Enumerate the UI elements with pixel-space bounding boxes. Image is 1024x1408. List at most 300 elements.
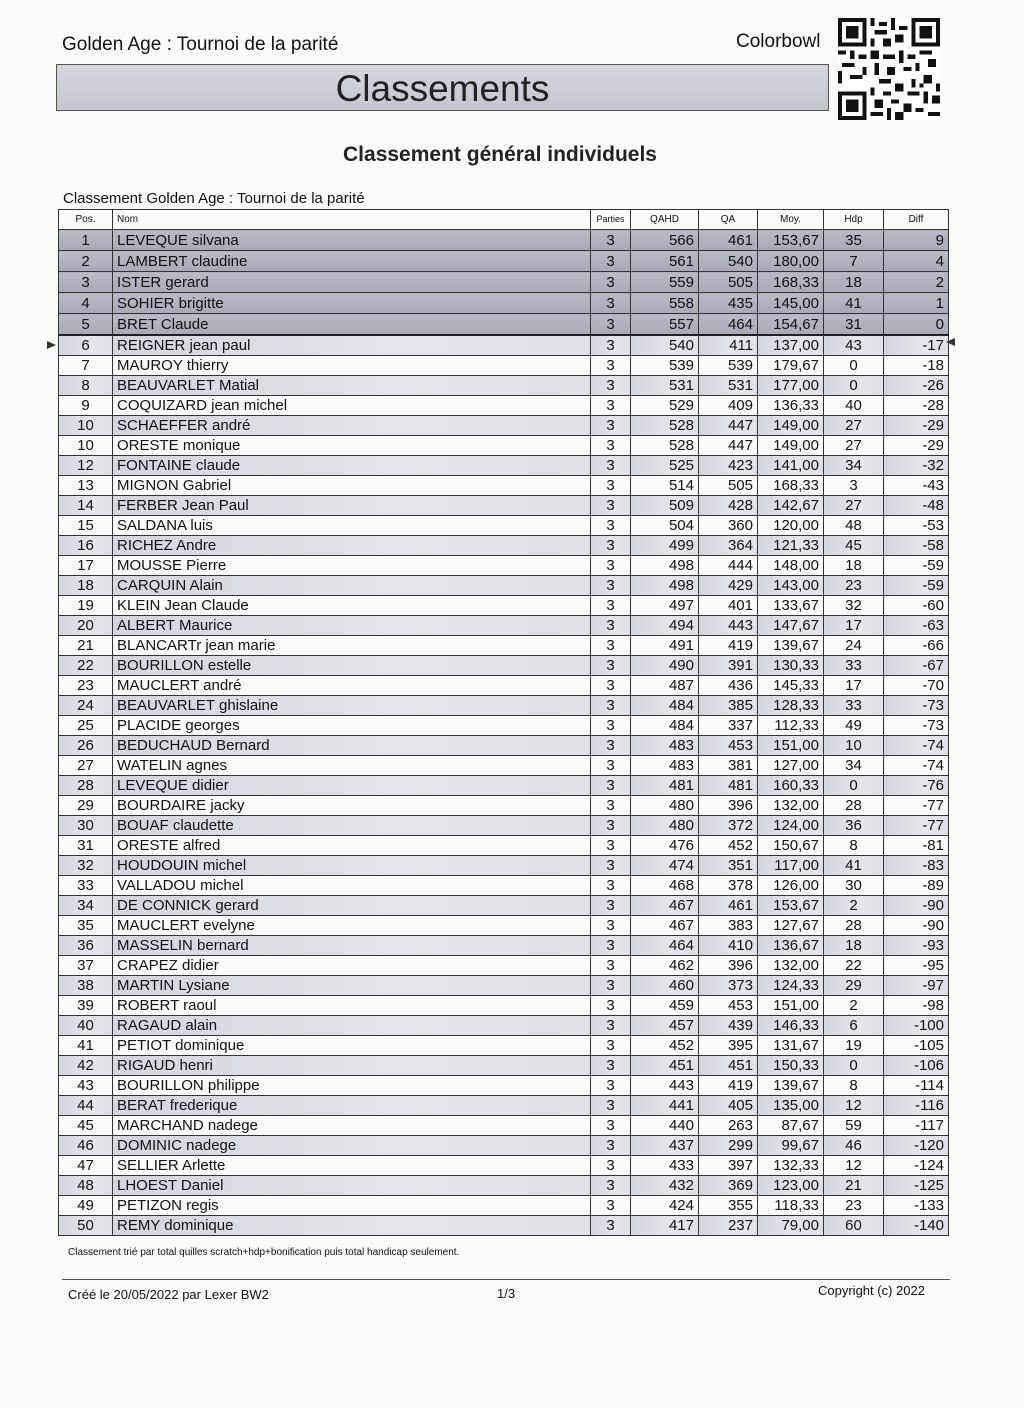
cell-name: BLANCARTr jean marie: [113, 636, 591, 656]
cell-qahd: 443: [631, 1076, 699, 1096]
cell-hdp: 17: [824, 616, 884, 636]
cell-moy: 168,33: [758, 476, 824, 496]
cell-name: BEAUVARLET ghislaine: [113, 696, 591, 716]
table-row: [59, 516, 949, 536]
cell-name: REIGNER jean paul: [113, 335, 591, 356]
cell-qahd: 481: [631, 776, 699, 796]
cell-qa: 464: [699, 314, 758, 336]
cell-qa: 396: [699, 956, 758, 976]
table-row: [59, 1116, 949, 1136]
cell-pos: 32: [59, 856, 113, 876]
table-row: [59, 696, 949, 716]
table-row: [59, 251, 949, 272]
cell-diff: -73: [884, 716, 949, 736]
cell-diff: -93: [884, 936, 949, 956]
cell-hdp: 59: [824, 1116, 884, 1136]
table-row: [59, 956, 949, 976]
cell-name: MAUCLERT andré: [113, 676, 591, 696]
cell-pos: 42: [59, 1056, 113, 1076]
cell-pos: 20: [59, 616, 113, 636]
cell-diff: 2: [884, 272, 949, 293]
table-row: [59, 536, 949, 556]
table-row: [59, 436, 949, 456]
cell-name: PLACIDE georges: [113, 716, 591, 736]
cell-qa: 439: [699, 1016, 758, 1036]
cell-qa: 372: [699, 816, 758, 836]
table-row: [59, 1196, 949, 1216]
table-caption: Classement Golden Age : Tournoi de la parité: [63, 190, 365, 207]
cell-qahd: 417: [631, 1216, 699, 1236]
cell-parties: 3: [591, 776, 631, 796]
table-row: [59, 876, 949, 896]
cell-diff: -17: [884, 335, 949, 356]
cell-qa: 531: [699, 376, 758, 396]
cell-moy: 180,00: [758, 251, 824, 272]
cell-qahd: 497: [631, 596, 699, 616]
cell-moy: 120,00: [758, 516, 824, 536]
page-banner: [56, 64, 829, 111]
cell-qahd: 566: [631, 230, 699, 251]
col-header-hdp: Hdp: [824, 210, 884, 230]
table-row: [59, 293, 949, 314]
cell-name: MAUCLERT evelyne: [113, 916, 591, 936]
cell-parties: 3: [591, 896, 631, 916]
table-row: [59, 896, 949, 916]
cell-moy: 127,67: [758, 916, 824, 936]
cell-qahd: 451: [631, 1056, 699, 1076]
table-row: [59, 1176, 949, 1196]
cell-pos: 27: [59, 756, 113, 776]
cell-hdp: 0: [824, 356, 884, 376]
cell-qahd: 491: [631, 636, 699, 656]
cell-pos: 37: [59, 956, 113, 976]
cell-parties: 3: [591, 616, 631, 636]
cell-qa: 436: [699, 676, 758, 696]
cell-pos: 26: [59, 736, 113, 756]
cell-hdp: 0: [824, 776, 884, 796]
cell-moy: 79,00: [758, 1216, 824, 1236]
cell-qahd: 437: [631, 1136, 699, 1156]
cell-moy: 139,67: [758, 636, 824, 656]
cell-diff: 1: [884, 293, 949, 314]
cell-diff: -77: [884, 796, 949, 816]
table-row: [59, 335, 949, 356]
cell-parties: 3: [591, 496, 631, 516]
cell-diff: -74: [884, 756, 949, 776]
cell-diff: -98: [884, 996, 949, 1016]
cell-name: MARCHAND nadege: [113, 1116, 591, 1136]
cell-name: CARQUIN Alain: [113, 576, 591, 596]
cell-parties: 3: [591, 576, 631, 596]
cell-qahd: 464: [631, 936, 699, 956]
page-subtitle: Classement général individuels: [343, 143, 657, 166]
cell-parties: 3: [591, 376, 631, 396]
cell-parties: 3: [591, 436, 631, 456]
cell-diff: -89: [884, 876, 949, 896]
cell-moy: 143,00: [758, 576, 824, 596]
cell-name: ORESTE alfred: [113, 836, 591, 856]
cell-parties: 3: [591, 996, 631, 1016]
cell-diff: -29: [884, 436, 949, 456]
cell-hdp: 28: [824, 916, 884, 936]
event-title: Golden Age : Tournoi de la parité: [62, 34, 339, 55]
cell-parties: 3: [591, 314, 631, 336]
cell-qahd: 484: [631, 716, 699, 736]
cell-qa: 409: [699, 396, 758, 416]
cell-qahd: 504: [631, 516, 699, 536]
table-row: [59, 596, 949, 616]
cell-qa: 364: [699, 536, 758, 556]
table-row: [59, 476, 949, 496]
cell-parties: 3: [591, 1196, 631, 1216]
cell-diff: -32: [884, 456, 949, 476]
cell-qa: 423: [699, 456, 758, 476]
cell-hdp: 43: [824, 335, 884, 356]
cell-qahd: 467: [631, 916, 699, 936]
cell-diff: -140: [884, 1216, 949, 1236]
cell-qa: 540: [699, 251, 758, 272]
cell-hdp: 27: [824, 436, 884, 456]
cell-hdp: 8: [824, 836, 884, 856]
cutoff-marker-right: [946, 338, 955, 346]
cell-moy: 124,33: [758, 976, 824, 996]
cell-qahd: 441: [631, 1096, 699, 1116]
cutoff-marker-left: [47, 341, 56, 349]
cell-qahd: 525: [631, 456, 699, 476]
cell-qa: 355: [699, 1196, 758, 1216]
cell-qahd: 531: [631, 376, 699, 396]
cell-hdp: 27: [824, 496, 884, 516]
cell-moy: 137,00: [758, 335, 824, 356]
cell-moy: 131,67: [758, 1036, 824, 1056]
venue-name: Colorbowl: [736, 31, 821, 52]
cell-hdp: 33: [824, 696, 884, 716]
cell-moy: 99,67: [758, 1136, 824, 1156]
cell-qahd: 498: [631, 576, 699, 596]
table-row: [59, 1216, 949, 1236]
cell-diff: -90: [884, 896, 949, 916]
cell-hdp: 28: [824, 796, 884, 816]
cell-hdp: 17: [824, 676, 884, 696]
footer-page-number: 1/3: [497, 1286, 516, 1301]
cell-parties: 3: [591, 756, 631, 776]
cell-qahd: 558: [631, 293, 699, 314]
cell-diff: -125: [884, 1176, 949, 1196]
cell-qa: 453: [699, 736, 758, 756]
cell-qa: 360: [699, 516, 758, 536]
cell-hdp: 33: [824, 656, 884, 676]
cell-pos: 50: [59, 1216, 113, 1236]
cell-hdp: 35: [824, 230, 884, 251]
cell-qa: 505: [699, 476, 758, 496]
cell-diff: -26: [884, 376, 949, 396]
table-row: [59, 996, 949, 1016]
cell-diff: -70: [884, 676, 949, 696]
cell-name: ALBERT Maurice: [113, 616, 591, 636]
cell-pos: 43: [59, 1076, 113, 1096]
table-row: [59, 656, 949, 676]
cell-qa: 444: [699, 556, 758, 576]
cell-moy: 142,67: [758, 496, 824, 516]
sort-note: Classement trié par total quilles scratch+hdp+bonification puis total handicap seulement.: [68, 1247, 460, 1258]
cell-diff: -74: [884, 736, 949, 756]
cell-pos: 3: [59, 272, 113, 293]
cell-moy: 127,00: [758, 756, 824, 776]
cell-parties: 3: [591, 335, 631, 356]
footer-created: Créé le 20/05/2022 par Lexer BW2: [68, 1287, 269, 1302]
cell-name: BRET Claude: [113, 314, 591, 336]
cell-pos: 30: [59, 816, 113, 836]
cell-qahd: 528: [631, 436, 699, 456]
cell-moy: 145,33: [758, 676, 824, 696]
cell-moy: 148,00: [758, 556, 824, 576]
cell-moy: 168,33: [758, 272, 824, 293]
cell-name: LEVEQUE didier: [113, 776, 591, 796]
cell-name: BOUAF claudette: [113, 816, 591, 836]
qr-code-icon: [838, 18, 940, 120]
cell-qahd: 484: [631, 696, 699, 716]
cell-hdp: 3: [824, 476, 884, 496]
table-row: [59, 272, 949, 293]
cell-pos: 5: [59, 314, 113, 336]
cell-pos: 17: [59, 556, 113, 576]
table-row: [59, 416, 949, 436]
col-header-pos: Pos.: [59, 210, 113, 230]
cell-pos: 1: [59, 230, 113, 251]
cell-hdp: 12: [824, 1096, 884, 1116]
cell-moy: 132,33: [758, 1156, 824, 1176]
table-row: [59, 356, 949, 376]
cell-qa: 428: [699, 496, 758, 516]
cell-qahd: 557: [631, 314, 699, 336]
cell-qa: 410: [699, 936, 758, 956]
footer-copyright: Copyright (c) 2022: [818, 1283, 925, 1298]
cell-qa: 391: [699, 656, 758, 676]
cell-qa: 461: [699, 230, 758, 251]
cell-moy: 149,00: [758, 436, 824, 456]
cell-pos: 44: [59, 1096, 113, 1116]
cell-pos: 39: [59, 996, 113, 1016]
col-header-parties: Parties: [591, 210, 631, 230]
col-header-moy: Moy.: [758, 210, 824, 230]
cell-qahd: 539: [631, 356, 699, 376]
cell-hdp: 48: [824, 516, 884, 536]
cell-qahd: 468: [631, 876, 699, 896]
cell-parties: 3: [591, 876, 631, 896]
cell-name: MIGNON Gabriel: [113, 476, 591, 496]
table-row: [59, 556, 949, 576]
cell-diff: -59: [884, 556, 949, 576]
cell-parties: 3: [591, 656, 631, 676]
col-header-qahd: QAHD: [631, 210, 699, 230]
cell-diff: -76: [884, 776, 949, 796]
cell-hdp: 36: [824, 816, 884, 836]
cell-pos: 35: [59, 916, 113, 936]
cell-hdp: 21: [824, 1176, 884, 1196]
cell-qahd: 452: [631, 1036, 699, 1056]
cell-moy: 139,67: [758, 1076, 824, 1096]
cell-qahd: 514: [631, 476, 699, 496]
cell-name: MASSELIN bernard: [113, 936, 591, 956]
cell-moy: 150,67: [758, 836, 824, 856]
cell-name: MOUSSE Pierre: [113, 556, 591, 576]
cell-moy: 150,33: [758, 1056, 824, 1076]
cell-pos: 15: [59, 516, 113, 536]
cell-name: BOURILLON estelle: [113, 656, 591, 676]
cell-hdp: 60: [824, 1216, 884, 1236]
cell-parties: 3: [591, 1116, 631, 1136]
cell-name: LAMBERT claudine: [113, 251, 591, 272]
cell-moy: 141,00: [758, 456, 824, 476]
cell-parties: 3: [591, 1216, 631, 1236]
cell-qahd: 494: [631, 616, 699, 636]
cell-qa: 481: [699, 776, 758, 796]
cell-pos: 7: [59, 356, 113, 376]
cell-pos: 22: [59, 656, 113, 676]
cell-parties: 3: [591, 230, 631, 251]
cell-qahd: 483: [631, 736, 699, 756]
cell-name: PETIOT dominique: [113, 1036, 591, 1056]
cell-parties: 3: [591, 1096, 631, 1116]
cell-qa: 419: [699, 636, 758, 656]
cell-moy: 179,67: [758, 356, 824, 376]
cell-parties: 3: [591, 856, 631, 876]
cell-pos: 36: [59, 936, 113, 956]
cell-pos: 31: [59, 836, 113, 856]
cell-moy: 123,00: [758, 1176, 824, 1196]
cell-qahd: 498: [631, 556, 699, 576]
cell-diff: -106: [884, 1056, 949, 1076]
table-row: [59, 756, 949, 776]
cell-hdp: 18: [824, 936, 884, 956]
table-row: [59, 856, 949, 876]
cell-moy: 145,00: [758, 293, 824, 314]
cell-diff: -77: [884, 816, 949, 836]
cell-hdp: 32: [824, 596, 884, 616]
cell-parties: 3: [591, 556, 631, 576]
cell-qahd: 540: [631, 335, 699, 356]
cell-diff: -43: [884, 476, 949, 496]
cell-qa: 337: [699, 716, 758, 736]
cell-diff: -95: [884, 956, 949, 976]
cell-pos: 47: [59, 1156, 113, 1176]
table-row: [59, 1136, 949, 1156]
cell-moy: 121,33: [758, 536, 824, 556]
cell-diff: -81: [884, 836, 949, 856]
cell-name: FONTAINE claude: [113, 456, 591, 476]
cell-qa: 447: [699, 436, 758, 456]
cell-name: SCHAEFFER andré: [113, 416, 591, 436]
cell-diff: -60: [884, 596, 949, 616]
cell-moy: 154,67: [758, 314, 824, 336]
cell-qa: 505: [699, 272, 758, 293]
cell-qa: 451: [699, 1056, 758, 1076]
cell-hdp: 7: [824, 251, 884, 272]
cell-pos: 38: [59, 976, 113, 996]
cell-parties: 3: [591, 396, 631, 416]
cell-qa: 452: [699, 836, 758, 856]
cell-name: DE CONNICK gerard: [113, 896, 591, 916]
table-row: [59, 1096, 949, 1116]
cell-hdp: 18: [824, 556, 884, 576]
cell-hdp: 0: [824, 376, 884, 396]
cell-qahd: 440: [631, 1116, 699, 1136]
cell-pos: 9: [59, 396, 113, 416]
table-header-row: [59, 210, 949, 230]
cell-diff: 4: [884, 251, 949, 272]
cell-parties: 3: [591, 696, 631, 716]
cell-diff: -67: [884, 656, 949, 676]
cell-pos: 40: [59, 1016, 113, 1036]
cell-qa: 369: [699, 1176, 758, 1196]
cell-moy: 147,67: [758, 616, 824, 636]
cell-qa: 411: [699, 335, 758, 356]
cell-diff: -66: [884, 636, 949, 656]
cell-pos: 18: [59, 576, 113, 596]
cell-hdp: 41: [824, 856, 884, 876]
cell-pos: 12: [59, 456, 113, 476]
cell-parties: 3: [591, 676, 631, 696]
cell-parties: 3: [591, 1156, 631, 1176]
cell-diff: -48: [884, 496, 949, 516]
cell-name: RICHEZ Andre: [113, 536, 591, 556]
cell-hdp: 6: [824, 1016, 884, 1036]
cell-qa: 397: [699, 1156, 758, 1176]
cell-diff: -105: [884, 1036, 949, 1056]
cell-hdp: 8: [824, 1076, 884, 1096]
cell-qa: 378: [699, 876, 758, 896]
table-row: [59, 496, 949, 516]
cell-diff: -59: [884, 576, 949, 596]
table-row: [59, 616, 949, 636]
cell-diff: -28: [884, 396, 949, 416]
cell-qahd: 432: [631, 1176, 699, 1196]
cell-name: ISTER gerard: [113, 272, 591, 293]
cell-hdp: 49: [824, 716, 884, 736]
cell-qahd: 424: [631, 1196, 699, 1216]
cell-moy: 112,33: [758, 716, 824, 736]
cell-diff: -114: [884, 1076, 949, 1096]
cell-pos: 23: [59, 676, 113, 696]
table-row: [59, 716, 949, 736]
cell-moy: 87,67: [758, 1116, 824, 1136]
cell-parties: 3: [591, 293, 631, 314]
cell-name: LEVEQUE silvana: [113, 230, 591, 251]
table-row: [59, 776, 949, 796]
cell-qahd: 499: [631, 536, 699, 556]
cell-hdp: 41: [824, 293, 884, 314]
cell-parties: 3: [591, 836, 631, 856]
cell-name: PETIZON regis: [113, 1196, 591, 1216]
col-header-nom: Nom: [113, 210, 591, 230]
cell-moy: 132,00: [758, 956, 824, 976]
cell-hdp: 27: [824, 416, 884, 436]
cell-moy: 151,00: [758, 736, 824, 756]
cell-pos: 46: [59, 1136, 113, 1156]
cell-pos: 13: [59, 476, 113, 496]
cell-name: KLEIN Jean Claude: [113, 596, 591, 616]
cell-diff: -97: [884, 976, 949, 996]
cell-diff: -29: [884, 416, 949, 436]
cell-qa: 405: [699, 1096, 758, 1116]
table-row: [59, 916, 949, 936]
table-row: [59, 976, 949, 996]
cell-qahd: 559: [631, 272, 699, 293]
cell-diff: -53: [884, 516, 949, 536]
cell-parties: 3: [591, 476, 631, 496]
cell-hdp: 23: [824, 576, 884, 596]
cell-name: ROBERT raoul: [113, 996, 591, 1016]
